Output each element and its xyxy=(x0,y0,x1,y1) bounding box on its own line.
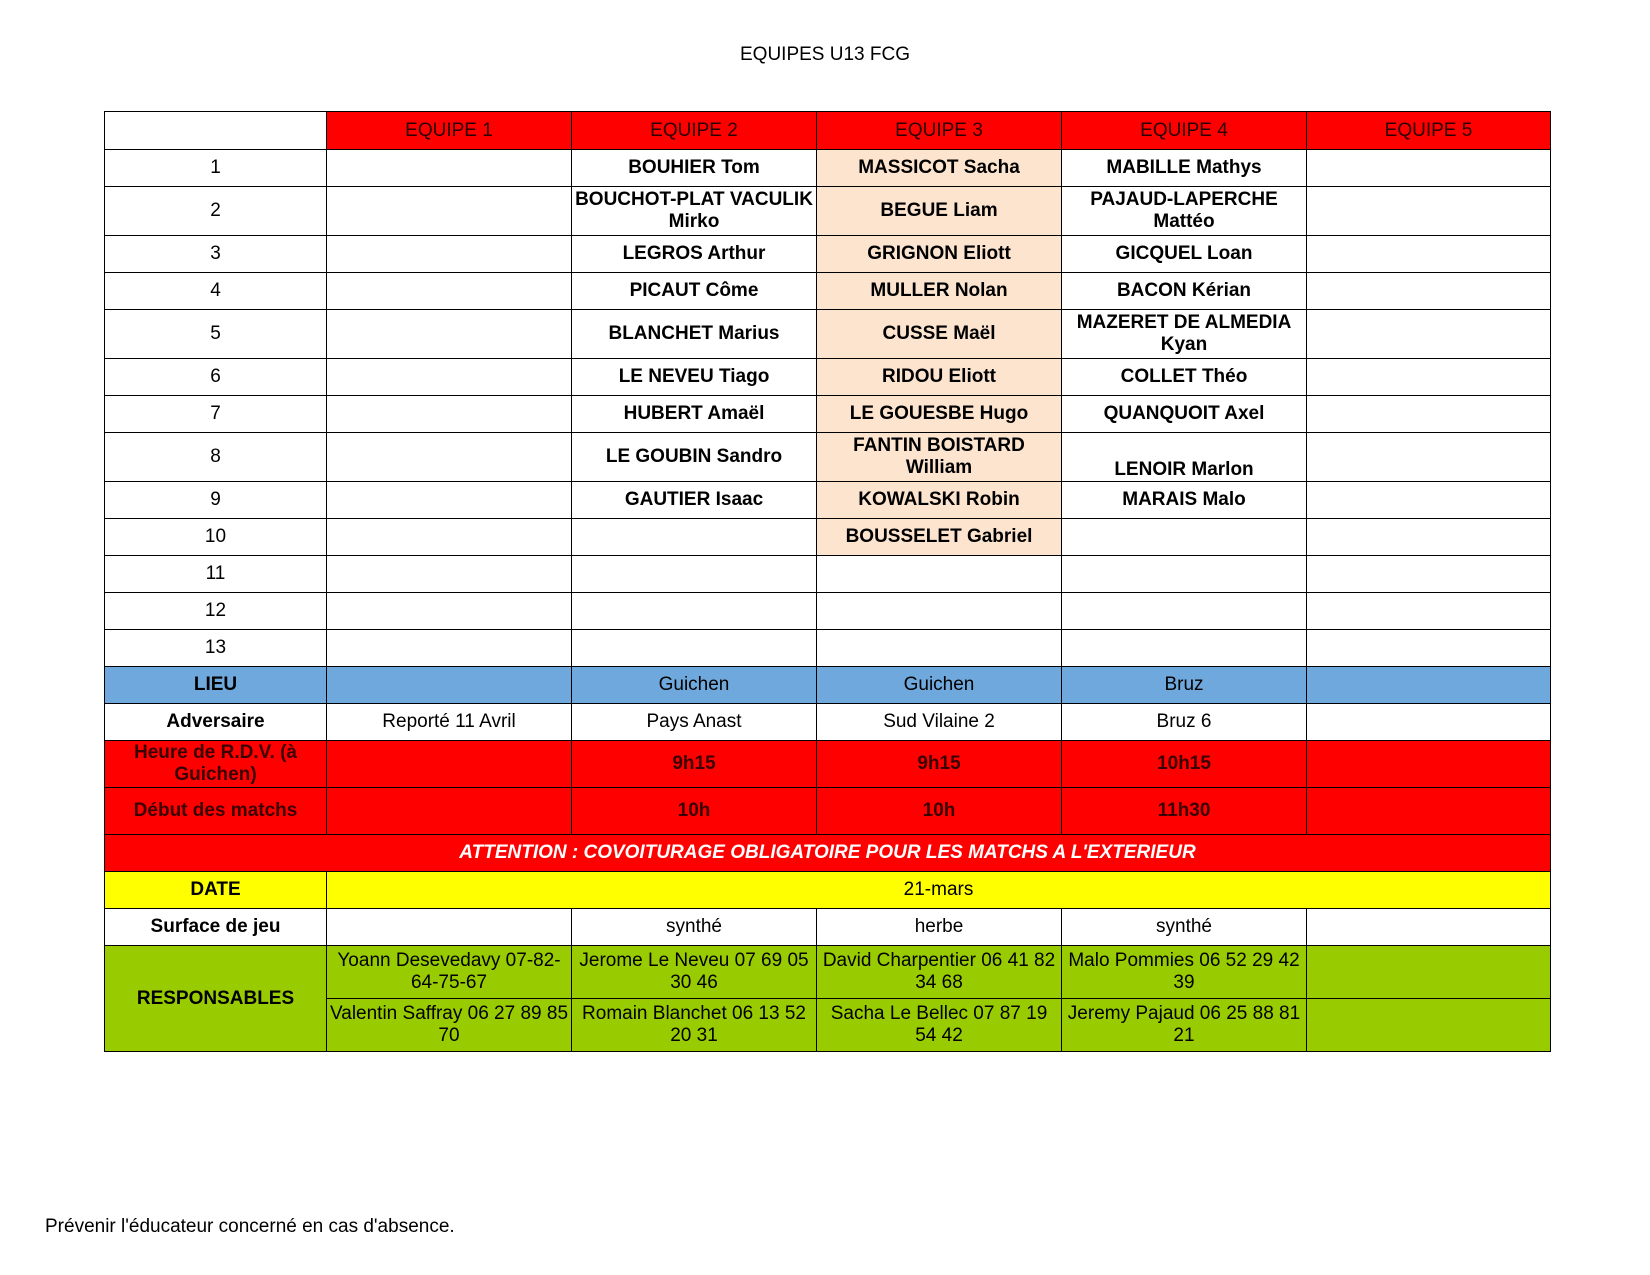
debut-cell: 10h xyxy=(817,788,1062,835)
player-cell xyxy=(1307,359,1551,396)
player-cell xyxy=(327,556,572,593)
row-number: 2 xyxy=(105,187,327,236)
player-cell xyxy=(1307,310,1551,359)
lieu-label: LIEU xyxy=(105,667,327,704)
player-cell: GRIGNON Eliott xyxy=(817,236,1062,273)
player-cell: LE NEVEU Tiago xyxy=(572,359,817,396)
lieu-cell: Guichen xyxy=(572,667,817,704)
responsable-cell: Malo Pommies 06 52 29 42 39 xyxy=(1062,946,1307,999)
team-header-5: EQUIPE 5 xyxy=(1307,112,1551,150)
player-cell: LE GOUBIN Sandro xyxy=(572,433,817,482)
lieu-cell xyxy=(327,667,572,704)
player-cell xyxy=(1062,519,1307,556)
player-row xyxy=(105,593,1551,630)
surface-cell xyxy=(1307,909,1551,946)
responsable-cell: Jeremy Pajaud 06 25 88 81 21 xyxy=(1062,999,1307,1052)
responsables-row-1 xyxy=(105,946,1551,999)
player-cell xyxy=(1307,150,1551,187)
player-cell: LE GOUESBE Hugo xyxy=(817,396,1062,433)
debut-row xyxy=(105,788,1551,835)
rdv-cell: 10h15 xyxy=(1062,741,1307,788)
player-cell xyxy=(327,273,572,310)
player-cell: RIDOU Eliott xyxy=(817,359,1062,396)
row-number: 6 xyxy=(105,359,327,396)
rdv-cell xyxy=(1307,741,1551,788)
player-cell xyxy=(327,310,572,359)
player-cell xyxy=(1307,236,1551,273)
debut-label: Début des matchs xyxy=(105,788,327,835)
surface-row xyxy=(105,909,1551,946)
lieu-cell: Bruz xyxy=(1062,667,1307,704)
player-row xyxy=(105,519,1551,556)
player-cell xyxy=(1307,482,1551,519)
surface-cell: synthé xyxy=(572,909,817,946)
player-cell xyxy=(1307,630,1551,667)
team-header-4: EQUIPE 4 xyxy=(1062,112,1307,150)
player-cell: KOWALSKI Robin xyxy=(817,482,1062,519)
adversaire-cell: Sud Vilaine 2 xyxy=(817,704,1062,741)
player-cell xyxy=(327,396,572,433)
player-cell: GICQUEL Loan xyxy=(1062,236,1307,273)
player-cell: HUBERT Amaël xyxy=(572,396,817,433)
adversaire-cell xyxy=(1307,704,1551,741)
player-cell: LEGROS Arthur xyxy=(572,236,817,273)
date-label: DATE xyxy=(105,872,327,909)
player-cell xyxy=(1307,593,1551,630)
adversaire-row xyxy=(105,704,1551,741)
responsable-cell: Yoann Desevedavy 07-82-64-75-67 xyxy=(327,946,572,999)
surface-cell xyxy=(327,909,572,946)
player-cell xyxy=(327,519,572,556)
responsable-cell xyxy=(1307,946,1551,999)
debut-cell: 11h30 xyxy=(1062,788,1307,835)
responsable-cell xyxy=(1307,999,1551,1052)
player-cell xyxy=(572,593,817,630)
player-row xyxy=(105,396,1551,433)
player-cell xyxy=(327,187,572,236)
player-cell: BACON Kérian xyxy=(1062,273,1307,310)
player-cell xyxy=(1307,433,1551,482)
lieu-cell: Guichen xyxy=(817,667,1062,704)
attention-row xyxy=(105,835,1551,872)
row-number: 3 xyxy=(105,236,327,273)
player-cell: MABILLE Mathys xyxy=(1062,150,1307,187)
rdv-label-cell xyxy=(105,741,327,788)
row-number: 5 xyxy=(105,310,327,359)
player-cell: FANTIN BOISTARD William xyxy=(817,433,1062,482)
player-cell xyxy=(1062,593,1307,630)
debut-cell xyxy=(1307,788,1551,835)
player-cell xyxy=(1062,630,1307,667)
player-cell: MAZERET DE ALMEDIA Kyan xyxy=(1062,310,1307,359)
player-cell: COLLET Théo xyxy=(1062,359,1307,396)
row-number: 11 xyxy=(105,556,327,593)
surface-cell: synthé xyxy=(1062,909,1307,946)
adversaire-cell: Bruz 6 xyxy=(1062,704,1307,741)
row-number: 8 xyxy=(105,433,327,482)
document-title: EQUIPES U13 FCG xyxy=(740,44,910,65)
header-corner-cell xyxy=(105,112,327,150)
surface-label: Surface de jeu xyxy=(105,909,327,946)
team-header-2: EQUIPE 2 xyxy=(572,112,817,150)
teams-table xyxy=(104,111,1551,1052)
row-number: 7 xyxy=(105,396,327,433)
player-cell xyxy=(1307,396,1551,433)
player-row xyxy=(105,310,1551,359)
footer-note: Prévenir l'éducateur concerné en cas d'absence. xyxy=(45,1216,455,1237)
rdv-cell: 9h15 xyxy=(572,741,817,788)
row-number: 13 xyxy=(105,630,327,667)
player-row xyxy=(105,359,1551,396)
player-row xyxy=(105,236,1551,273)
player-cell: MULLER Nolan xyxy=(817,273,1062,310)
player-cell xyxy=(817,593,1062,630)
player-cell xyxy=(327,630,572,667)
player-cell xyxy=(327,150,572,187)
player-row xyxy=(105,630,1551,667)
player-row xyxy=(105,556,1551,593)
player-cell xyxy=(1062,556,1307,593)
player-cell: BOUCHOT-PLAT VACULIK Mirko xyxy=(572,187,817,236)
responsable-cell: Sacha Le Bellec 07 87 19 54 42 xyxy=(817,999,1062,1052)
rdv-label: Heure de R.D.V. (à Guichen) xyxy=(134,742,297,785)
adversaire-cell: Reporté 11 Avril xyxy=(327,704,572,741)
player-cell: CUSSE Maël xyxy=(817,310,1062,359)
team-header-1: EQUIPE 1 xyxy=(327,112,572,150)
player-cell: BOUSSELET Gabriel xyxy=(817,519,1062,556)
player-cell: MARAIS Malo xyxy=(1062,482,1307,519)
date-value: 21-mars xyxy=(327,872,1551,909)
adversaire-label: Adversaire xyxy=(105,704,327,741)
responsable-cell: David Charpentier 06 41 82 34 68 xyxy=(817,946,1062,999)
player-cell xyxy=(1307,187,1551,236)
player-cell xyxy=(327,593,572,630)
player-row xyxy=(105,273,1551,310)
responsable-cell: Jerome Le Neveu 07 69 05 30 46 xyxy=(572,946,817,999)
player-cell: QUANQUOIT Axel xyxy=(1062,396,1307,433)
player-cell xyxy=(1307,556,1551,593)
team-header-3: EQUIPE 3 xyxy=(817,112,1062,150)
player-cell xyxy=(572,556,817,593)
row-number: 10 xyxy=(105,519,327,556)
player-cell xyxy=(817,556,1062,593)
player-cell: BLANCHET Marius xyxy=(572,310,817,359)
player-cell: PICAUT Côme xyxy=(572,273,817,310)
player-row xyxy=(105,433,1551,482)
player-cell: GAUTIER Isaac xyxy=(572,482,817,519)
row-number: 9 xyxy=(105,482,327,519)
player-cell: BOUHIER Tom xyxy=(572,150,817,187)
rdv-cell: 9h15 xyxy=(817,741,1062,788)
row-number: 4 xyxy=(105,273,327,310)
player-cell: PAJAUD-LAPERCHE Mattéo xyxy=(1062,187,1307,236)
debut-cell: 10h xyxy=(572,788,817,835)
player-cell xyxy=(327,359,572,396)
responsable-cell: Valentin Saffray 06 27 89 85 70 xyxy=(327,999,572,1052)
rdv-row xyxy=(105,741,1551,788)
player-cell xyxy=(327,433,572,482)
adversaire-cell: Pays Anast xyxy=(572,704,817,741)
player-cell xyxy=(817,630,1062,667)
team-header-row xyxy=(105,112,1551,150)
player-cell: LENOIR Marlon xyxy=(1062,433,1307,482)
responsables-label: RESPONSABLES xyxy=(105,946,327,1052)
lieu-cell xyxy=(1307,667,1551,704)
player-cell: BEGUE Liam xyxy=(817,187,1062,236)
rdv-cell xyxy=(327,741,572,788)
player-row xyxy=(105,482,1551,519)
date-row xyxy=(105,872,1551,909)
row-number: 12 xyxy=(105,593,327,630)
player-row xyxy=(105,187,1551,236)
surface-cell: herbe xyxy=(817,909,1062,946)
player-cell xyxy=(572,519,817,556)
player-cell xyxy=(327,236,572,273)
row-number: 1 xyxy=(105,150,327,187)
player-cell xyxy=(327,482,572,519)
player-row xyxy=(105,150,1551,187)
debut-cell xyxy=(327,788,572,835)
lieu-row xyxy=(105,667,1551,704)
player-cell xyxy=(1307,273,1551,310)
player-cell xyxy=(1307,519,1551,556)
attention-banner: ATTENTION : COVOITURAGE OBLIGATOIRE POUR LES MATCHS A L'EXTERIEUR xyxy=(105,835,1551,872)
player-cell: MASSICOT Sacha xyxy=(817,150,1062,187)
player-cell xyxy=(572,630,817,667)
responsable-cell: Romain Blanchet 06 13 52 20 31 xyxy=(572,999,817,1052)
